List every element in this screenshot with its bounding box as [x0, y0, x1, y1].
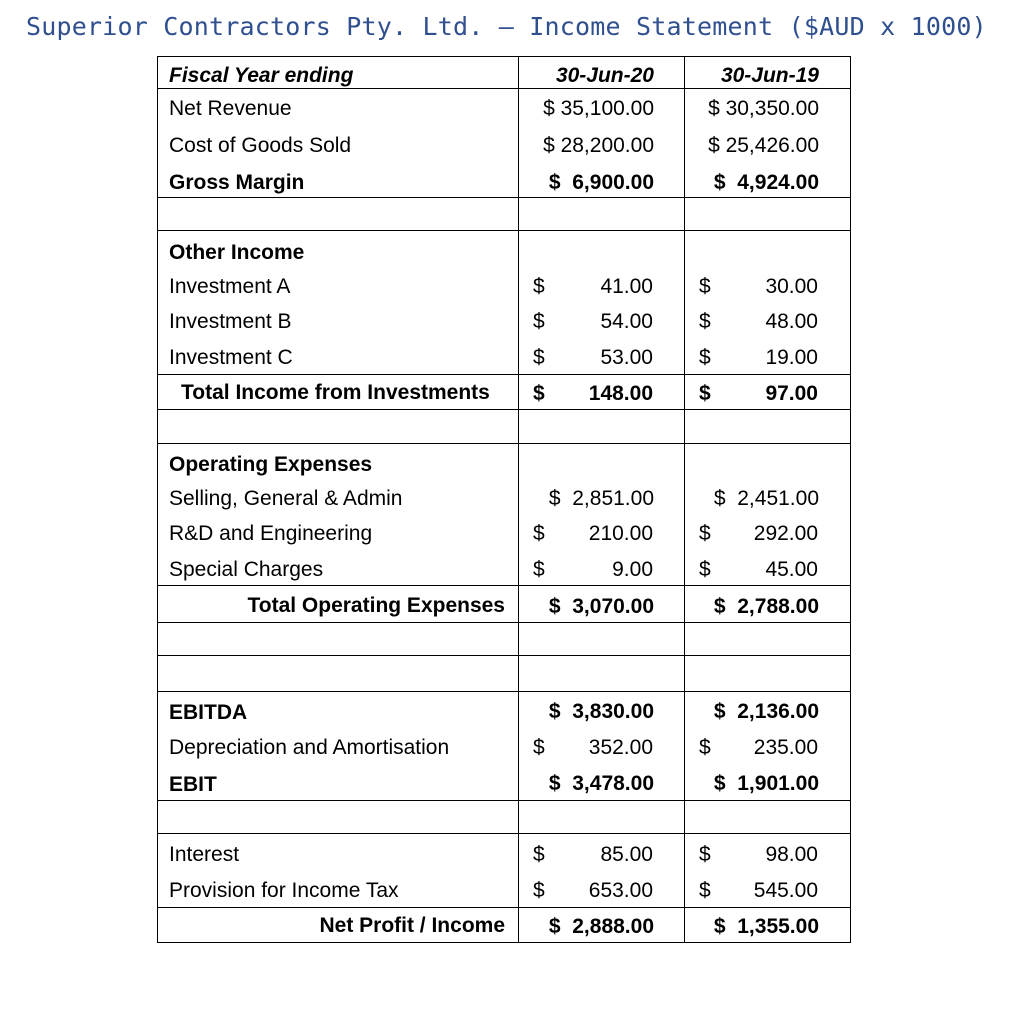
- gross-margin-2019: $ 4,924.00: [713, 171, 819, 194]
- currency-symbol: $: [533, 558, 545, 581]
- row-divider: [158, 800, 850, 801]
- dna-2020: 352.00: [588, 736, 653, 759]
- currency-symbol: $: [699, 346, 711, 369]
- row-label-special-charges: Special Charges: [169, 558, 324, 581]
- ebit-2020: $ 3,478.00: [548, 772, 654, 795]
- special-charges-2019: 45.00: [765, 558, 818, 581]
- currency-symbol: $: [699, 275, 711, 298]
- investment-b-2020: 54.00: [600, 310, 653, 333]
- header-col2: 30-Jun-19: [720, 64, 819, 87]
- ebitda-2019: $ 2,136.00: [713, 700, 819, 723]
- currency-symbol: $: [533, 310, 545, 333]
- currency-symbol: $: [533, 382, 545, 405]
- header-label: Fiscal Year ending: [169, 64, 354, 87]
- currency-symbol: $: [533, 275, 545, 298]
- row-label-ebit: EBIT: [169, 773, 217, 796]
- total-investments-2020: 148.00: [588, 382, 653, 405]
- tax-2019: 545.00: [753, 879, 818, 902]
- cogs-2019: $ 25,426.00: [708, 134, 819, 157]
- row-label-cogs: Cost of Goods Sold: [169, 134, 352, 157]
- row-label-net-profit: Net Profit / Income: [319, 914, 505, 937]
- total-opex-2020: $ 3,070.00: [548, 595, 654, 618]
- currency-symbol: $: [533, 522, 545, 545]
- row-label-investment-c: Investment C: [169, 346, 293, 369]
- investment-a-2019: 30.00: [765, 275, 818, 298]
- row-label-sga: Selling, General & Admin: [169, 487, 403, 510]
- net-profit-2019: $ 1,355.00: [713, 915, 819, 938]
- column-divider: [518, 57, 519, 942]
- row-label-total-investments: Total Income from Investments: [181, 381, 490, 404]
- row-label-net-revenue: Net Revenue: [169, 97, 292, 120]
- row-divider: [158, 585, 850, 586]
- row-divider: [158, 907, 850, 908]
- column-divider: [684, 57, 685, 942]
- section-operating-expenses: Operating Expenses: [169, 453, 373, 476]
- currency-symbol: $: [699, 879, 711, 902]
- ebit-2019: $ 1,901.00: [713, 772, 819, 795]
- row-label-investment-b: Investment B: [169, 310, 292, 333]
- investment-a-2020: 41.00: [600, 275, 653, 298]
- net-revenue-2019: $ 30,350.00: [708, 97, 819, 120]
- currency-symbol: $: [699, 522, 711, 545]
- row-divider: [158, 409, 850, 410]
- row-label-investment-a: Investment A: [169, 275, 291, 298]
- row-divider: [158, 833, 850, 834]
- investment-b-2019: 48.00: [765, 310, 818, 333]
- currency-symbol: $: [699, 736, 711, 759]
- net-revenue-2020: $ 35,100.00: [543, 97, 654, 120]
- currency-symbol: $: [699, 843, 711, 866]
- currency-symbol: $: [699, 310, 711, 333]
- row-divider: [158, 655, 850, 656]
- row-divider: [158, 197, 850, 198]
- income-statement-table: [157, 56, 851, 943]
- interest-2019: 98.00: [765, 843, 818, 866]
- document-title: Superior Contractors Pty. Ltd. – Income Statement ($AUD x 1000): [26, 12, 987, 41]
- dna-2019: 235.00: [753, 736, 818, 759]
- cogs-2020: $ 28,200.00: [543, 134, 654, 157]
- investment-c-2020: 53.00: [600, 346, 653, 369]
- row-label-gross-margin: Gross Margin: [169, 171, 305, 194]
- row-divider: [158, 443, 850, 444]
- currency-symbol: $: [533, 346, 545, 369]
- row-divider: [158, 622, 850, 623]
- row-divider: [158, 691, 850, 692]
- row-divider: [158, 374, 850, 375]
- currency-symbol: $: [699, 382, 711, 405]
- row-label-total-operating-expenses: Total Operating Expenses: [247, 594, 505, 617]
- rnd-2019: 292.00: [753, 522, 818, 545]
- row-divider: [158, 88, 850, 89]
- ebitda-2020: $ 3,830.00: [548, 700, 654, 723]
- net-profit-2020: $ 2,888.00: [548, 915, 654, 938]
- total-opex-2019: $ 2,788.00: [713, 595, 819, 618]
- currency-symbol: $: [699, 558, 711, 581]
- gross-margin-2020: $ 6,900.00: [548, 171, 654, 194]
- section-other-income: Other Income: [169, 241, 305, 264]
- tax-2020: 653.00: [588, 879, 653, 902]
- row-label-dna: Depreciation and Amortisation: [169, 736, 450, 759]
- rnd-2020: 210.00: [588, 522, 653, 545]
- total-investments-2019: 97.00: [765, 382, 818, 405]
- row-label-rnd: R&D and Engineering: [169, 522, 373, 545]
- row-divider: [158, 230, 850, 231]
- currency-symbol: $: [533, 736, 545, 759]
- currency-symbol: $: [533, 843, 545, 866]
- header-col1: 30-Jun-20: [555, 64, 654, 87]
- currency-symbol: $: [533, 879, 545, 902]
- sga-2020: $ 2,851.00: [548, 487, 654, 510]
- sga-2019: $ 2,451.00: [713, 487, 819, 510]
- row-label-interest: Interest: [169, 843, 240, 866]
- special-charges-2020: 9.00: [612, 558, 653, 581]
- row-label-ebitda: EBITDA: [169, 701, 248, 724]
- row-label-tax: Provision for Income Tax: [169, 879, 399, 902]
- investment-c-2019: 19.00: [765, 346, 818, 369]
- interest-2020: 85.00: [600, 843, 653, 866]
